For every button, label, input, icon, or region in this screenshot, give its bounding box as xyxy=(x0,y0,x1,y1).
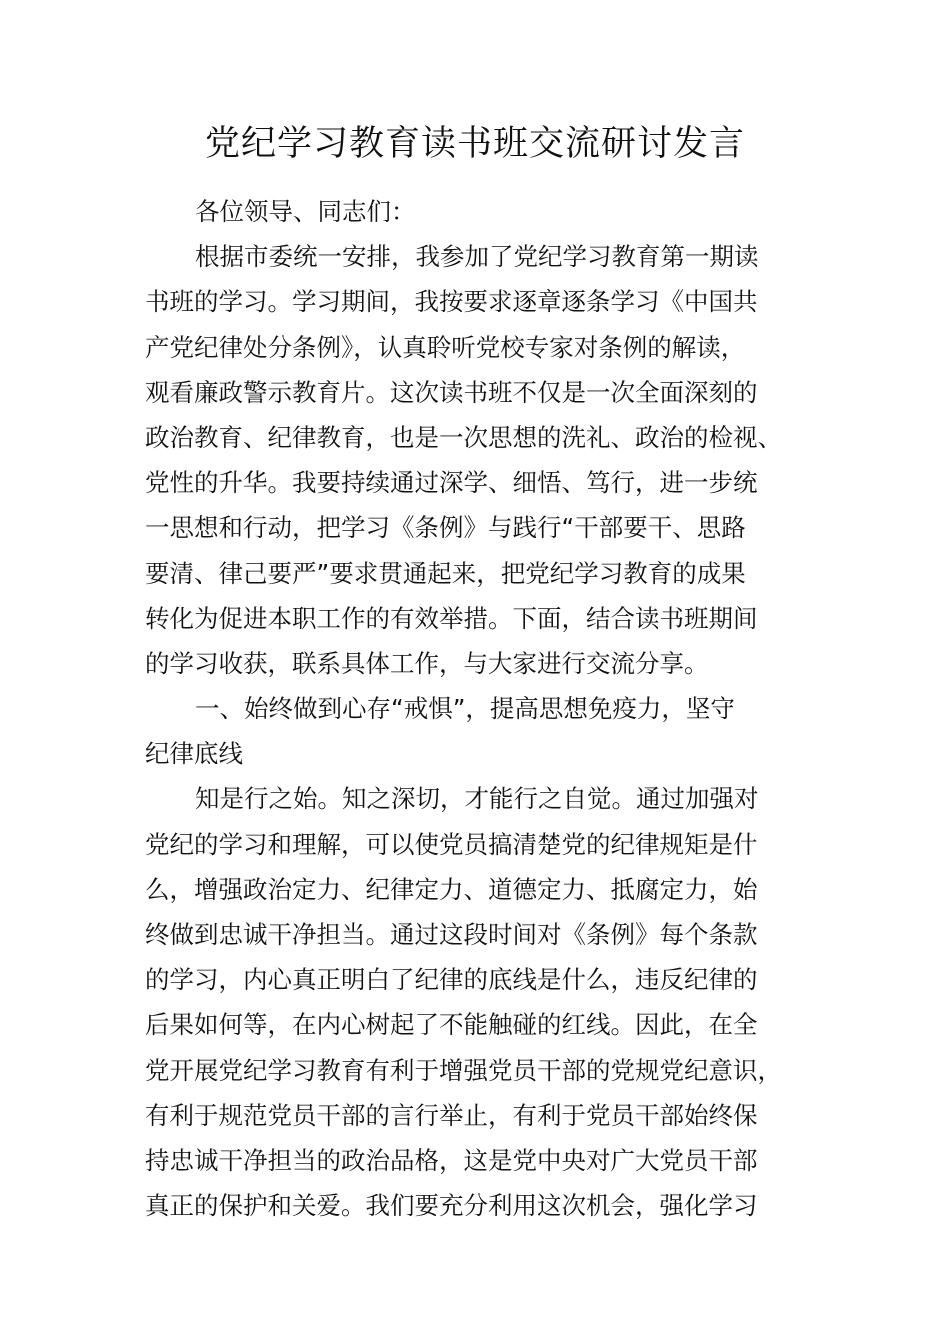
paragraph-line: 一思想和行动，把学习《条例》与践行“干部要干、思路 xyxy=(145,513,746,543)
paragraph-line: 有利于规范党员干部的言行举止，有利于党员干部始终保 xyxy=(145,1100,758,1130)
paragraph-line: 书班的学习。学习期间，我按要求逐章逐条学习《中国共 xyxy=(145,287,758,317)
paragraph-line: 要清、律己要严”要求贯通起来，把党纪学习教育的成果 xyxy=(145,558,746,588)
paragraph-line: 政治教育、纪律教育，也是一次思想的洗礼、政治的检视、 xyxy=(145,422,782,452)
paragraph-line: 么，增强政治定力、纪律定力、道德定力、抵腐定力，始 xyxy=(145,874,758,904)
section-heading-line: 一、始终做到心存“戒惧”，提高思想免疫力，坚守 xyxy=(195,694,735,724)
paragraph-line: 的学习，内心真正明白了纪律的底线是什么，违反纪律的 xyxy=(145,965,758,995)
paragraph-line: 的学习收获，联系具体工作，与大家进行交流分享。 xyxy=(145,648,709,678)
paragraph-line: 终做到忠诚干净担当。通过这段时间对《条例》每个条款 xyxy=(145,920,758,949)
paragraph-line: 观看廉政警示教育片。这次读书班不仅是一次全面深刻的 xyxy=(145,377,758,407)
paragraph-line: 真正的保护和关爱。我们要充分利用这次机会，强化学习 xyxy=(145,1191,758,1221)
paragraph-line: 持忠诚干净担当的政治品格，这是党中央对广大党员干部 xyxy=(145,1145,758,1175)
salutation-line: 各位领导、同志们： xyxy=(195,197,416,226)
document-body xyxy=(145,189,805,1228)
paragraph-line: 后果如何等，在内心树起了不能触碰的红线。因此，在全 xyxy=(145,1010,758,1040)
paragraph-line: 转化为促进本职工作的有效举措。下面，结合读书班期间 xyxy=(145,603,758,633)
section-heading-line: 纪律底线 xyxy=(145,739,243,769)
paragraph-line: 产党纪律处分条例》，认真聆听党校专家对条例的解读， xyxy=(145,332,746,362)
document-title: 党纪学习教育读书班交流研讨发言 xyxy=(204,124,745,164)
paragraph-line: 党开展党纪学习教育有利于增强党员干部的党规党纪意识， xyxy=(145,1055,782,1085)
paragraph-line: 党性的升华。我要持续通过深学、细悟、笃行，进一步统 xyxy=(145,468,758,498)
paragraph-line: 党纪的学习和理解，可以使党员搞清楚党的纪律规矩是什 xyxy=(145,829,758,859)
paragraph-line: 知是行之始。知之深切，才能行之自觉。通过加强对 xyxy=(195,784,759,814)
paragraph-line: 根据市委统一安排，我参加了党纪学习教育第一期读 xyxy=(195,242,759,272)
